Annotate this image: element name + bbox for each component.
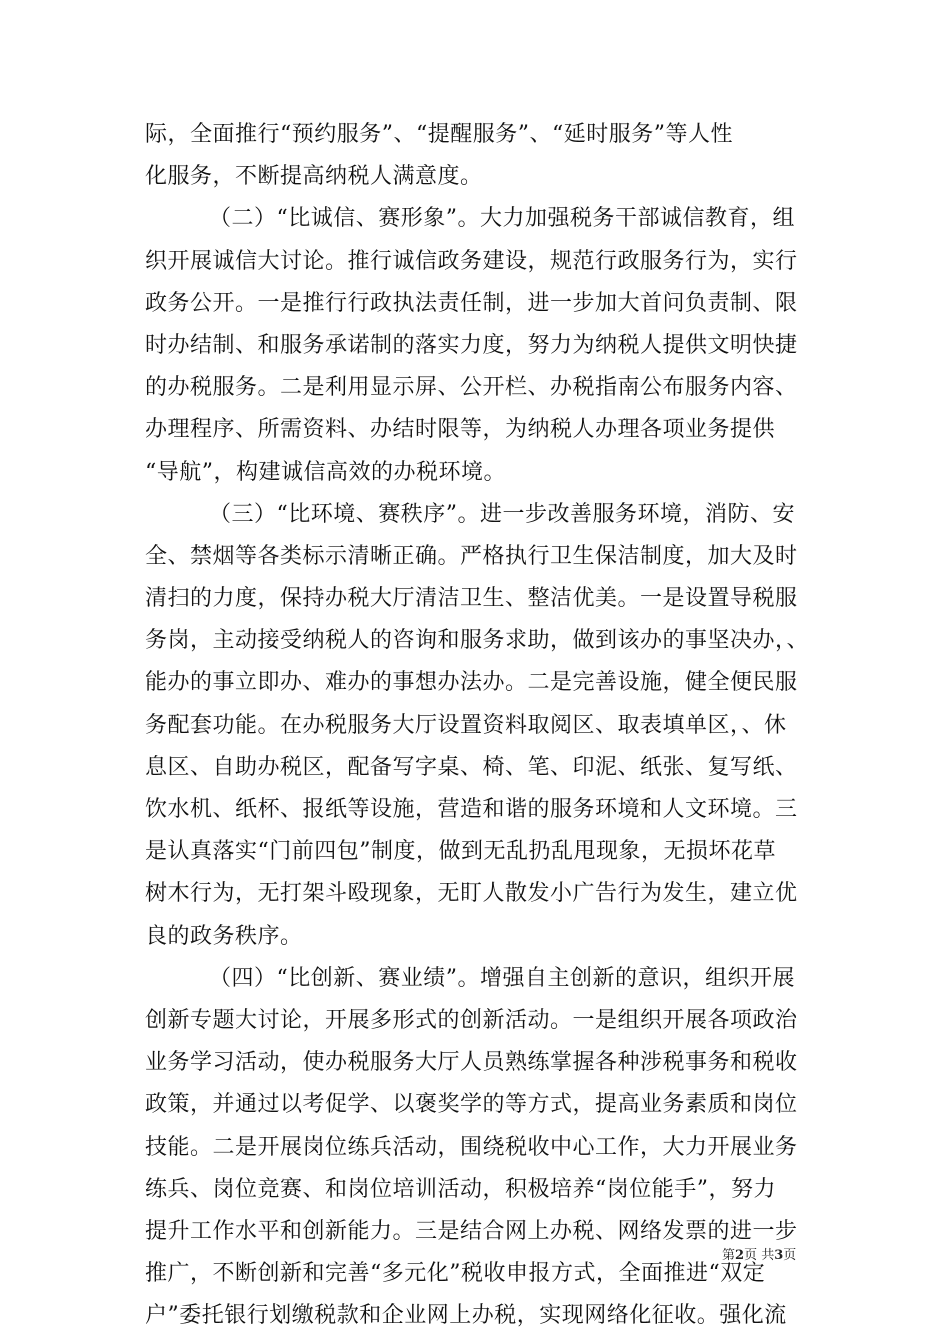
text-line: 政策，并通过以考促学、以褒奖学的等方式，提高业务素质和岗位 <box>145 1092 798 1118</box>
footer-suffix: 页 <box>783 1248 797 1263</box>
text-line: 提升工作水平和创新能力。三是结合网上办税、网络发票的进一步 <box>145 1218 798 1244</box>
text-line: 织开展诚信大讨论。推行诚信政务建设，规范行政服务行为，实行 <box>145 248 798 274</box>
text-line: 办理程序、所需资料、办结时限等，为纳税人办理各项业务提供 <box>145 417 776 443</box>
text-line: 练兵、岗位竞赛、和岗位培训活动，积极培养“岗位能手”，努力 <box>145 1176 776 1202</box>
text-line: 的办税服务。二是利用显示屏、公开栏、办税指南公布服务内容、 <box>145 375 798 401</box>
text-line: “导航”，构建诚信高效的办税环境。 <box>145 459 506 485</box>
text-line: 清扫的力度，保持办税大厅清洁卫生、整洁优美。一是设置导税服 <box>145 586 798 612</box>
text-line: 务岗，主动接受纳税人的咨询和服务求助，做到该办的事坚决办，、 <box>145 628 810 654</box>
section-heading-line: （四）“比创新、赛业绩”。增强自主创新的意识，组织开展 <box>209 965 795 991</box>
total-pages-number: 3 <box>774 1248 784 1263</box>
document-body <box>145 114 810 1337</box>
text-line: 全、禁烟等各类标示清晰正确。严格执行卫生保洁制度，加大及时 <box>145 543 798 569</box>
text-line: 创新专题大讨论，开展多形式的创新活动。一是组织开展各项政治 <box>145 1007 798 1033</box>
section-heading-line: （二）“比诚信、赛形象”。大力加强税务干部诚信教育，组 <box>209 206 795 232</box>
text-line: 能办的事立即办、难办的事想办法办。二是完善设施，健全便民服 <box>145 670 798 696</box>
footer-prefix: 第 <box>722 1248 736 1263</box>
text-line: 息区、自助办税区，配备写字桌、椅、笔、印泥、纸张、复写纸、 <box>145 754 798 780</box>
text-line: 政务公开。一是推行行政执法责任制，进一步加大首问负责制、限 <box>145 290 798 316</box>
footer-middle: 页 共 <box>744 1248 775 1263</box>
text-line: 化服务，不断提高纳税人满意度。 <box>145 164 483 190</box>
page-number-footer <box>722 1244 796 1263</box>
text-line: 良的政务秩序。 <box>145 923 303 949</box>
text-line: 际，全面推行“预约服务”、“提醒服务”、“延时服务”等人性 <box>145 122 733 147</box>
text-line: 是认真落实“门前四包”制度，做到无乱扔乱甩现象，无损坏花草 <box>145 839 776 865</box>
current-page-number: 2 <box>735 1248 745 1263</box>
text-line: 树木行为，无打架斗殴现象，无盯人散发小广告行为发生，建立优 <box>145 881 798 907</box>
text-line: 务配套功能。在办税服务大厅设置资料取阅区、取表填单区，、休 <box>145 712 787 738</box>
text-line: 饮水机、纸杯、报纸等设施，营造和谐的服务环境和人文环境。三 <box>145 797 798 822</box>
text-line: 户”委托银行划缴税款和企业网上办税，实现网络化征收。强化流 <box>145 1303 787 1329</box>
text-line: 推广，不断创新和完善“多元化”税收申报方式，全面推进“双定 <box>145 1261 766 1287</box>
text-line: 业务学习活动，使办税服务大厅人员熟练掌握各种涉税事务和税收 <box>145 1050 798 1076</box>
section-heading-line: （三）“比环境、赛秩序”。进一步改善服务环境，消防、安 <box>209 501 795 527</box>
text-line: 时办结制、和服务承诺制的落实力度，努力为纳税人提供文明快捷 <box>145 332 798 358</box>
text-line: 技能。二是开展岗位练兵活动，围绕税收中心工作，大力开展业务 <box>145 1134 798 1160</box>
